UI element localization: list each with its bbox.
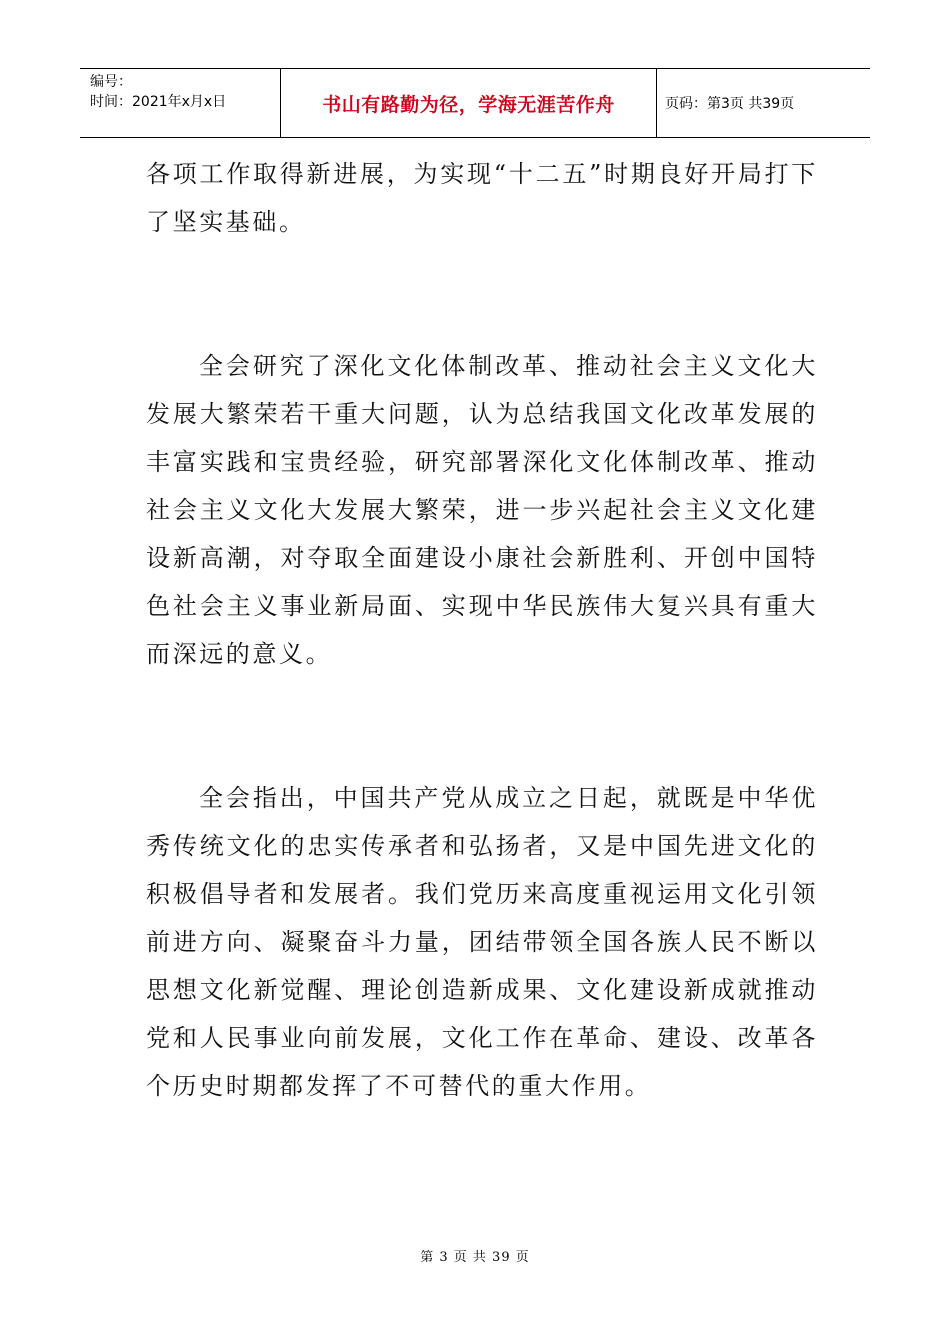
document-number-label: 编号： bbox=[90, 74, 132, 90]
header-motto: 书山有路勤为径，学海无涯苦作舟 bbox=[322, 93, 615, 116]
paragraph-3: 全会指出，中国共产党从成立之日起，就既是中华优秀传统文化的忠实传承者和弘扬者，又是中国先进文化的积极倡导者和发展者。我们党历来高度重视运用文化引领前进方向、凝聚奋斗力量，团结带领全国各族人民不断以思想文化新觉醒、理论创造新成果、文化建设新成就推动党和人民事业向前发展，文化工作在革命、建设、改革各个历史时期都发挥了不可替代的重大作用。 bbox=[146, 784, 818, 1100]
document-body bbox=[146, 150, 818, 1110]
header-page-info: 页码：第3页 共39页 bbox=[665, 96, 795, 112]
header-meta bbox=[80, 69, 281, 137]
paragraph-2: 全会研究了深化文化体制改革、推动社会主义文化大发展大繁荣若干重大问题，认为总结我国文化改革发展的丰富实践和宝贵经验，研究部署深化文化体制改革、推动社会主义文化大发展大繁荣，进一步兴起社会主义文化建设新高潮，对夺取全面建设小康社会新胜利、开创中国特色社会主义事业新局面、实现中华民族伟大复兴具有重大而深远的意义。 bbox=[146, 352, 818, 668]
document-time-label: 时间：2021年x月x日 bbox=[90, 94, 227, 110]
header-motto-cell bbox=[281, 69, 657, 137]
paragraph-spacer bbox=[146, 246, 818, 342]
page-footer: 第 3 页 共 39 页 bbox=[420, 1250, 530, 1265]
page-header bbox=[80, 68, 870, 138]
paragraph-1: 各项工作取得新进展，为实现“十二五”时期良好开局打下了坚实基础。 bbox=[146, 160, 818, 236]
paragraph-spacer bbox=[146, 678, 818, 774]
